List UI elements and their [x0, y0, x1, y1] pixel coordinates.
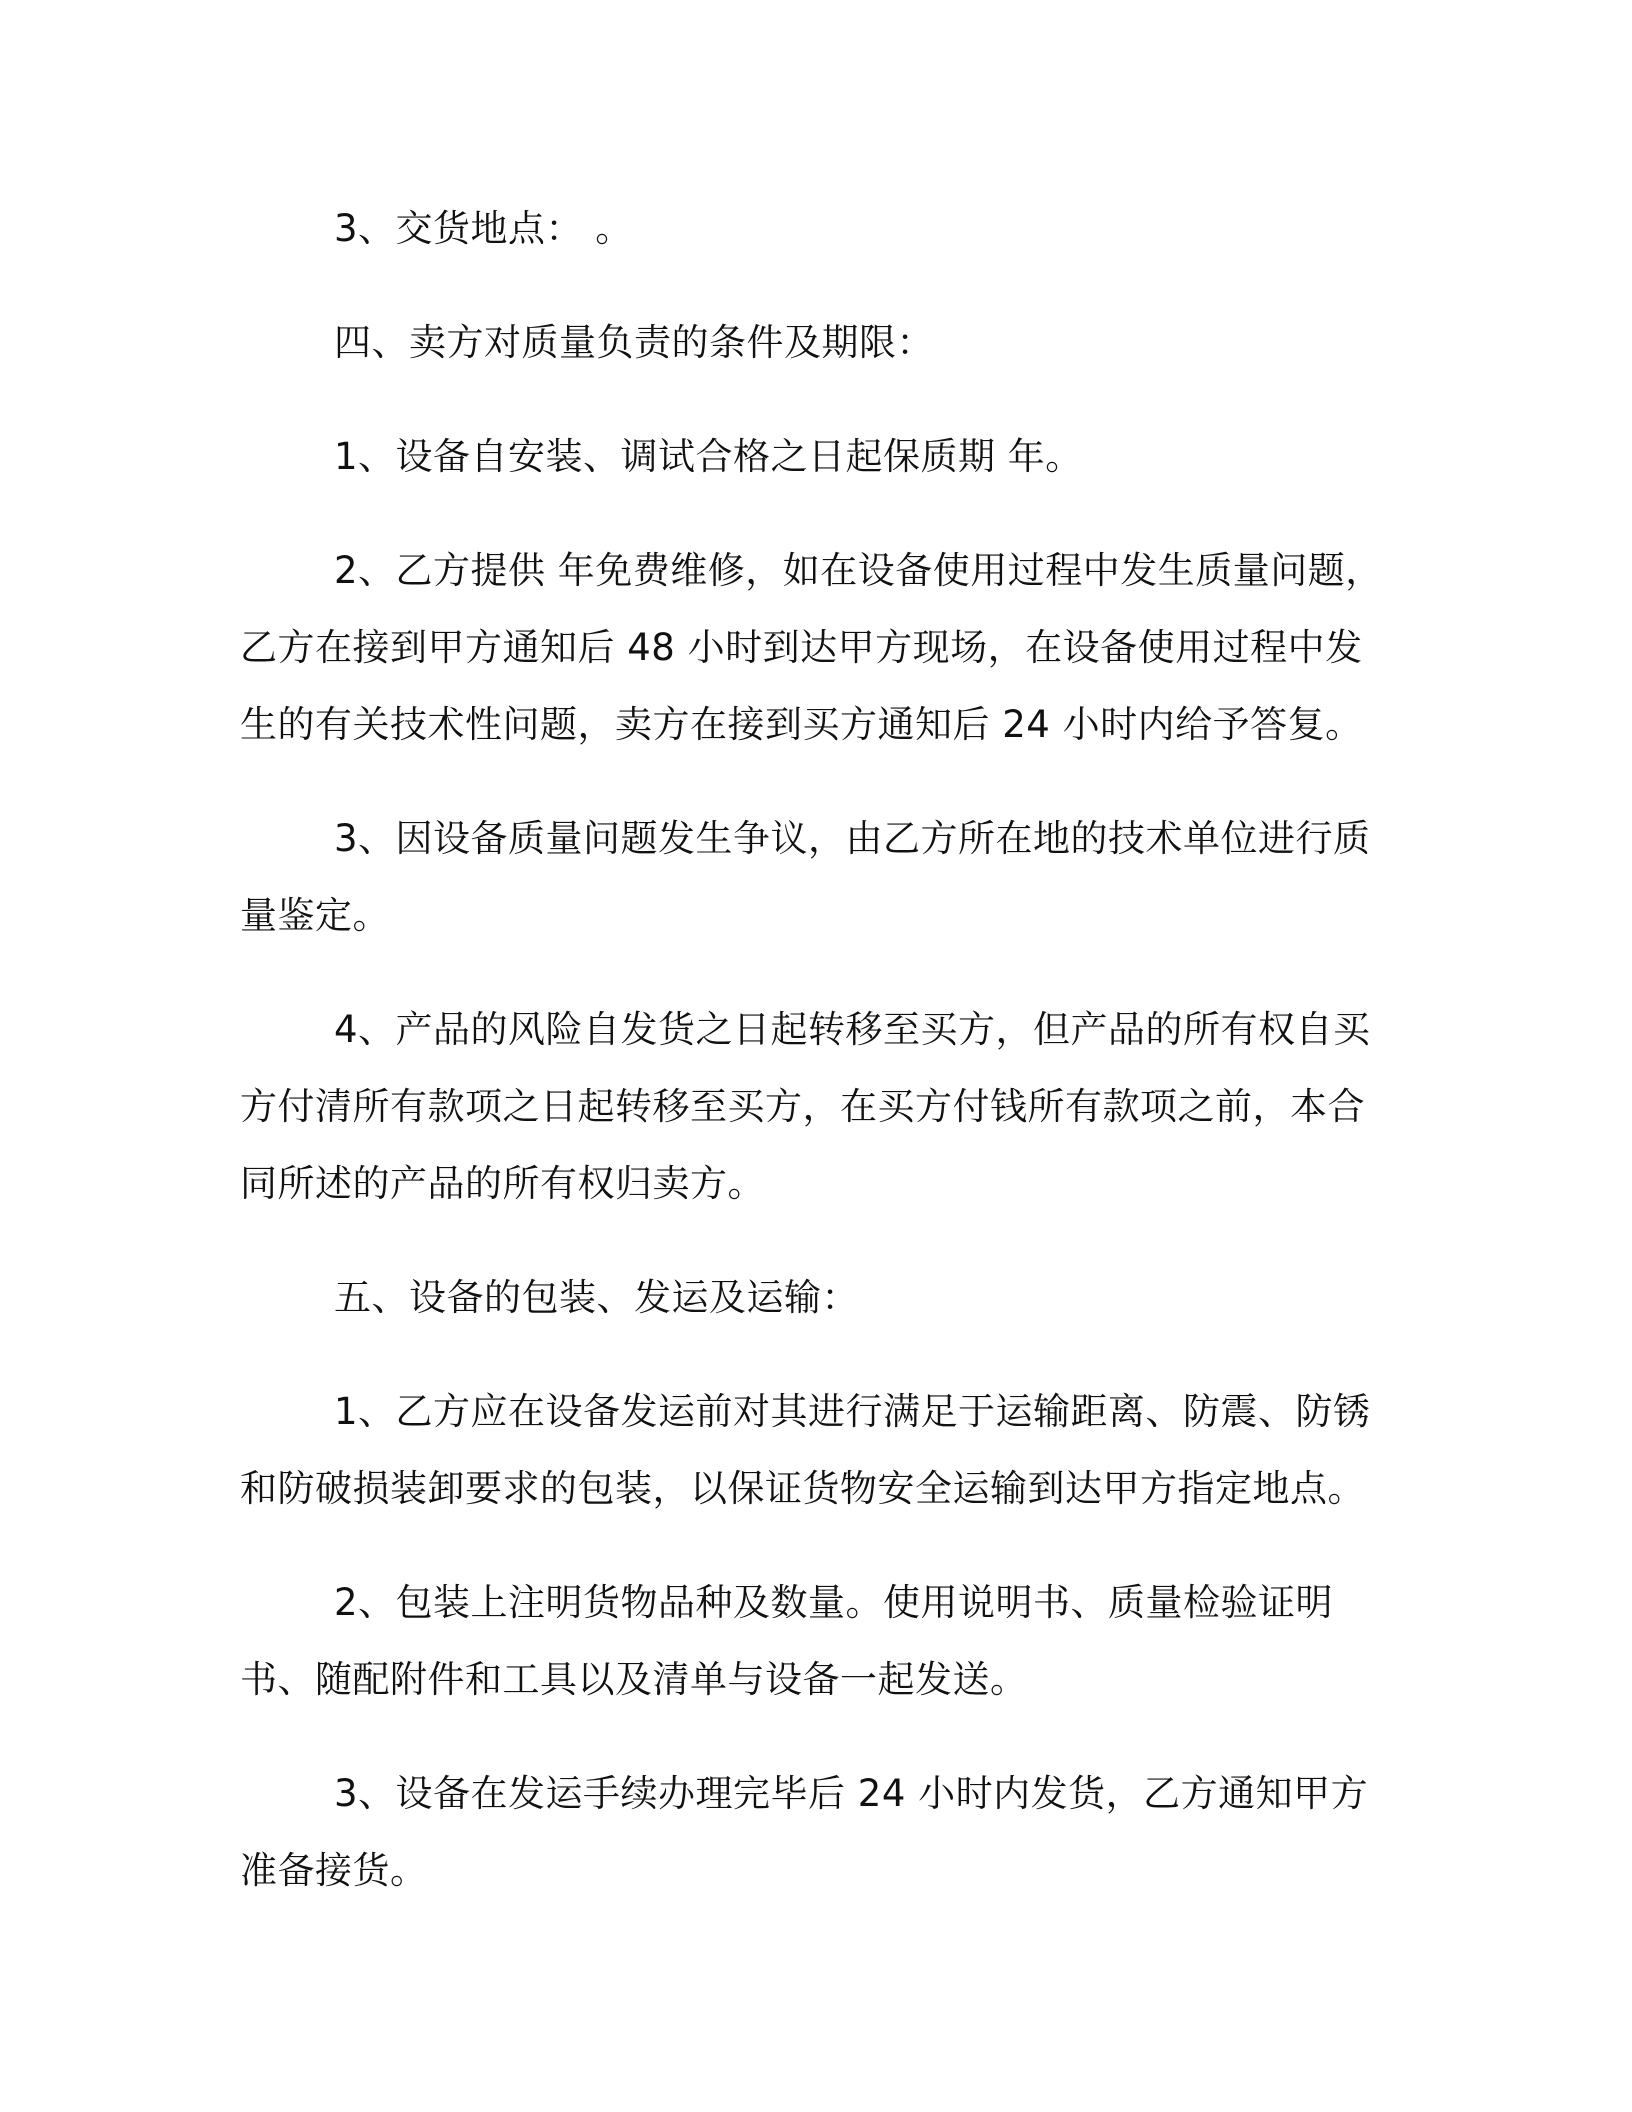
free-maintenance-clause: 2、乙方提供 年免费维修，如在设备使用过程中发生质量问题，乙方在接到甲方通知后 48 小时到达甲方现场，在设备使用过程中发生的有关技术性问题，卖方在接到买方通知后 24 小时内给予答复。 — [240, 549, 1383, 746]
document-body — [240, 190, 1390, 1946]
section-heading-packaging-shipping: 五、设备的包装、发运及运输： — [334, 1276, 859, 1319]
quality-dispute-clause: 3、因设备质量问题发生争议，由乙方所在地的技术单位进行质量鉴定。 — [240, 817, 1371, 937]
delivery-location-clause: 3、交货地点： 。 — [334, 207, 633, 250]
risk-ownership-clause: 4、产品的风险自发货之日起转移至买方，但产品的所有权自买方付清所有款项之日起转移至买方，在买方付钱所有款项之前，本合同所述的产品的所有权归卖方。 — [240, 1008, 1371, 1205]
section-heading-quality-warranty: 四、卖方对质量负责的条件及期限： — [334, 321, 934, 364]
shipment-notice-clause: 3、设备在发运手续办理完毕后 24 小时内发货，乙方通知甲方准备接货。 — [240, 1772, 1369, 1892]
packaging-marking-clause: 2、包装上注明货物品种及数量。使用说明书、质量检验证明书、随配附件和工具以及清单与设备一起发送。 — [240, 1581, 1334, 1701]
warranty-period-clause: 1、设备自安装、调试合格之日起保质期 年。 — [334, 435, 1083, 478]
packaging-requirements-clause: 1、乙方应在设备发运前对其进行满足于运输距离、防震、防锈和防破损装卸要求的包装，以保证货物安全运输到达甲方指定地点。 — [240, 1390, 1371, 1510]
